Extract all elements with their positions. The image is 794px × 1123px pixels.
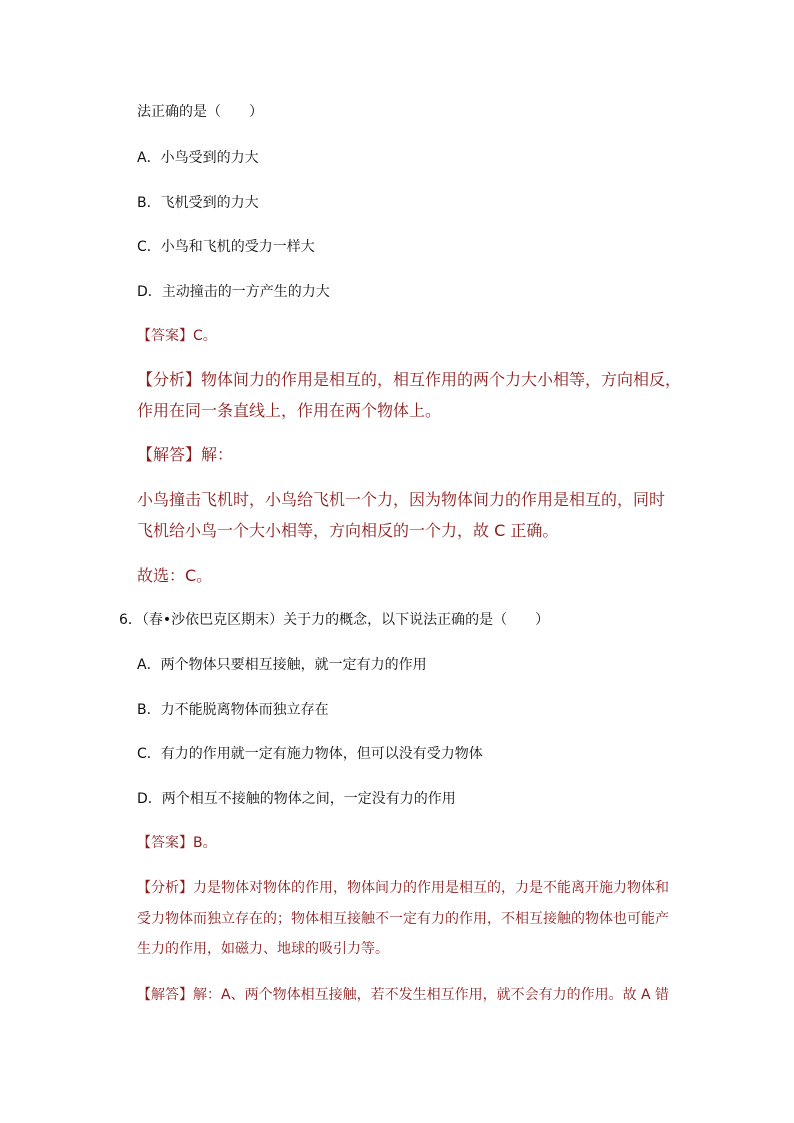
q5-option-a: A．小鸟受到的力大: [137, 150, 259, 166]
q6-analysis-line-3: 生力的作用，如磁力、地球的吸引力等。: [137, 941, 389, 957]
q6-number: 6．: [119, 612, 142, 628]
q6-analysis-line-1: [137, 879, 669, 897]
q6-option-a: A．两个物体只要相互接触，就一定有力的作用: [137, 657, 427, 673]
q5-answer: [137, 327, 217, 345]
q5-solution-head: [137, 445, 233, 465]
q5-solution-line-2: 飞机给小鸟一个大小相等，方向相反的一个力，故 C 正确。: [137, 521, 559, 540]
q6-answer-tag: 【答案】: [137, 835, 193, 851]
q6-solution-line-1: [137, 986, 669, 1004]
q5-solution-head-text: 解：: [201, 445, 234, 464]
q6-option-d: D．两个相互不接触的物体之间，一定没有力的作用: [137, 791, 456, 807]
q6-answer-value: B。: [193, 835, 217, 851]
q5-option-c: C．小鸟和飞机的受力一样大: [137, 239, 315, 255]
q6-stem: （春•沙依巴克区期末）关于力的概念，以下说法正确的是（ ）: [141, 612, 550, 628]
q5-choice: 故选：C。: [137, 566, 213, 585]
q5-answer-value: C。: [193, 328, 217, 344]
q5-option-b: B．飞机受到的力大: [137, 195, 259, 211]
q6-option-c: C．有力的作用就一定有施力物体，但可以没有受力物体: [137, 746, 483, 762]
q5-stem-tail: 法正确的是（ ）: [137, 104, 263, 120]
q6-solution-text-1: 解：A、两个物体相互接触，若不发生相互作用，就不会有力的作用。故 A 错: [193, 987, 670, 1003]
q6-answer: [137, 834, 217, 852]
q6-stem-line: [119, 611, 549, 629]
q5-analysis-line-1: [137, 370, 681, 390]
q5-analysis-tag: 【分析】: [137, 370, 202, 389]
q6-analysis-text-1: 力是物体对物体的作用，物体间力的作用是相互的，力是不能离开施力物体和: [193, 880, 669, 896]
q6-option-b: B．力不能脱离物体而独立存在: [137, 702, 329, 718]
q5-option-d: D．主动撞击的一方产生的力大: [137, 284, 330, 300]
q5-solution-tag: 【解答】: [137, 445, 202, 464]
q5-analysis-line-2: 作用在同一条直线上，作用在两个物体上。: [137, 401, 442, 420]
q6-solution-tag: 【解答】: [137, 987, 193, 1003]
q6-analysis-line-2: 受力物体而独立存在的；物体相互接触不一定有力的作用，不相互接触的物体也可能产: [137, 911, 669, 927]
q5-analysis-text-1: 物体间力的作用是相互的，相互作用的两个力大小相等，方向相反，: [201, 370, 682, 389]
q5-answer-tag: 【答案】: [137, 328, 193, 344]
q6-analysis-tag: 【分析】: [137, 880, 193, 896]
q5-solution-line-1: 小鸟撞击飞机时，小鸟给飞机一个力，因为物体间力的作用是相互的，同时: [137, 490, 666, 509]
